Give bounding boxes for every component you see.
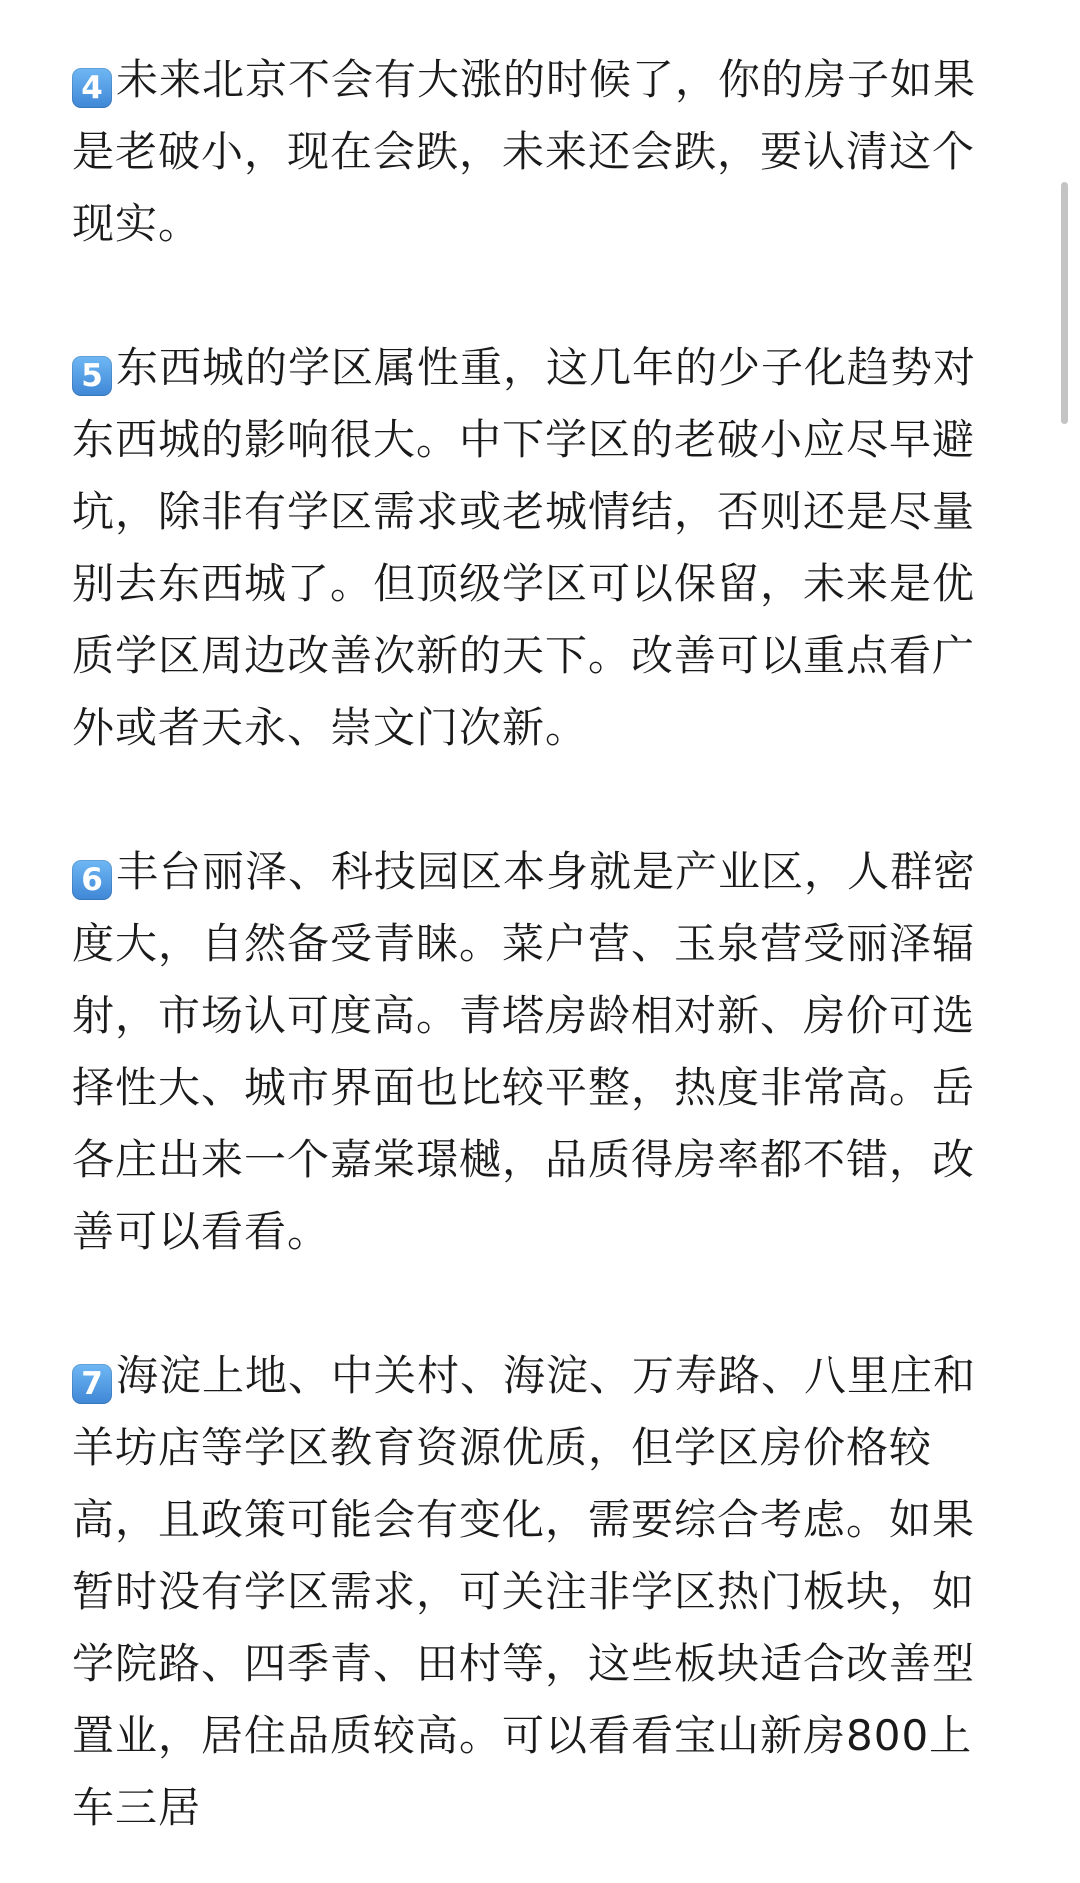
keycap-number-icon: 6 bbox=[72, 860, 112, 900]
paragraph-text: 丰台丽泽、科技园区本身就是产业区，人群密度大，自然备受青睐。菜户营、玉泉营受丽泽辐射，市场认可度高。青塔房龄相对新、房价可选择性大、城市界面也比较平整，热度非常高。岳各庄出来一个嘉棠璟樾，品质得房率都不错，改善可以看看。 bbox=[72, 847, 977, 1256]
paragraph-4 bbox=[72, 44, 1004, 260]
paragraph-text: 未来北京不会有大涨的时候了，你的房子如果是老破小，现在会跌，未来还会跌，要认清这个现实。 bbox=[72, 55, 977, 248]
keycap-number-icon: 5 bbox=[72, 356, 112, 396]
keycap-number-icon: 4 bbox=[72, 68, 112, 108]
paragraph-7 bbox=[72, 1340, 1004, 1844]
paragraph-text: 东西城的学区属性重，这几年的少子化趋势对东西城的影响很大。中下学区的老破小应尽早避坑，除非有学区需求或老城情结，否则还是尽量别去东西城了。但顶级学区可以保留，未来是优质学区周边改善次新的天下。改善可以重点看广外或者天永、崇文门次新。 bbox=[72, 343, 977, 752]
paragraph-5 bbox=[72, 332, 1004, 764]
keycap-number-icon: 7 bbox=[72, 1364, 112, 1404]
paragraph-6 bbox=[72, 836, 1004, 1268]
article-body bbox=[72, 44, 1004, 1844]
paragraph-text: 海淀上地、中关村、海淀、万寿路、八里庄和羊坊店等学区教育资源优质，但学区房价格较高，且政策可能会有变化，需要综合考虑。如果暂时没有学区需求，可关注非学区热门板块，如学院路、四季青、田村等，这些板块适合改善型置业，居住品质较高。可以看看宝山新房800上车三居 bbox=[72, 1351, 977, 1832]
scrollbar-thumb[interactable] bbox=[1061, 182, 1068, 424]
